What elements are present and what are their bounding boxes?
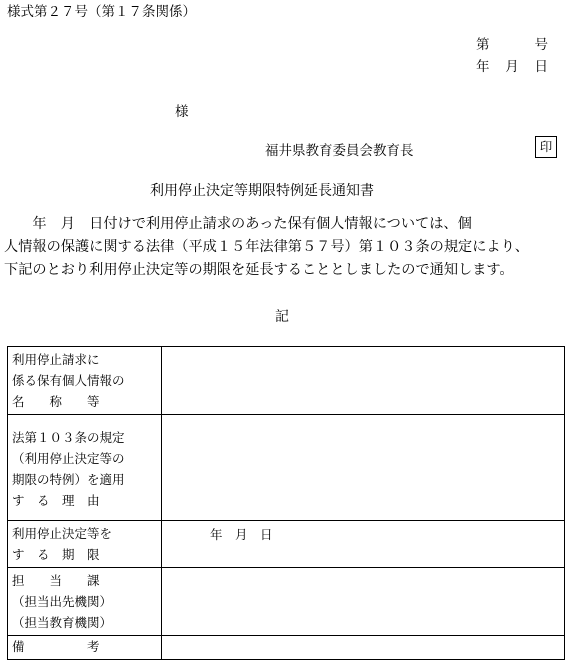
label-line: 期限の特例）を適用 (12, 472, 125, 487)
label-line: 利用停止請求に (12, 352, 100, 367)
label-line: す る 期 限 (12, 547, 100, 562)
label-cell (8, 636, 162, 660)
label-cell (8, 521, 162, 568)
label-line: 担 当 課 (12, 573, 100, 588)
document-title: 利用停止決定等期限特例延長通知書 (150, 183, 374, 199)
sender-name: 福井県教育委員会教育長 (265, 143, 414, 159)
table-row-remarks (8, 636, 565, 660)
label-cell (8, 415, 162, 521)
table-row-subject (8, 347, 565, 415)
value-cell-reason[interactable] (162, 415, 565, 521)
body-line: 人情報の保護に関する法律（平成１５年法律第５７号）第１０３条の規定により、 (4, 239, 529, 255)
table-row-deadline (8, 521, 565, 568)
form-number: 様式第２７号（第１７条関係） (7, 4, 196, 20)
document-number (476, 33, 548, 53)
value-cell-subject[interactable] (162, 347, 565, 415)
deadline-date: 年 月 日 (210, 527, 273, 542)
table-row-department (8, 568, 565, 636)
label-cell (8, 568, 162, 636)
body-line: 年 月 日付けで利用停止請求のあった保有個人情報については、個 (4, 216, 472, 232)
date-month: 月 (505, 59, 519, 75)
date-day: 日 (534, 59, 548, 75)
label-line: 法第１０３条の規定 (12, 430, 125, 445)
addressee-honorific: 様 (175, 104, 189, 120)
label-line: 利用停止決定等を (12, 526, 113, 541)
number-label-left: 第 (476, 37, 490, 53)
value-cell-remarks[interactable] (162, 636, 565, 660)
label-line: （担当出先機関） (12, 594, 113, 609)
label-cell (8, 347, 162, 415)
label-line: （担当教育機関） (12, 615, 113, 630)
value-cell-department[interactable] (162, 568, 565, 636)
seal-mark: 印 (535, 136, 557, 158)
label-line: 名 称 等 (12, 394, 100, 409)
ki-heading: 記 (275, 309, 289, 325)
value-cell-deadline[interactable] (162, 521, 565, 568)
number-label-right: 号 (534, 37, 548, 53)
label-line: （利用停止決定等の (12, 451, 125, 466)
label-line: す る 理 由 (12, 493, 100, 508)
body-line: 下記のとおり利用停止決定等の期限を延長することとしましたので通知します。 (4, 262, 514, 278)
body-text (4, 213, 529, 282)
label-line: 備 考 (12, 639, 100, 654)
label-line: 係る保有個人情報の (12, 373, 125, 388)
table-row-reason (8, 415, 565, 521)
date-year: 年 (476, 59, 490, 75)
document-date (476, 55, 548, 75)
details-table (7, 346, 565, 660)
